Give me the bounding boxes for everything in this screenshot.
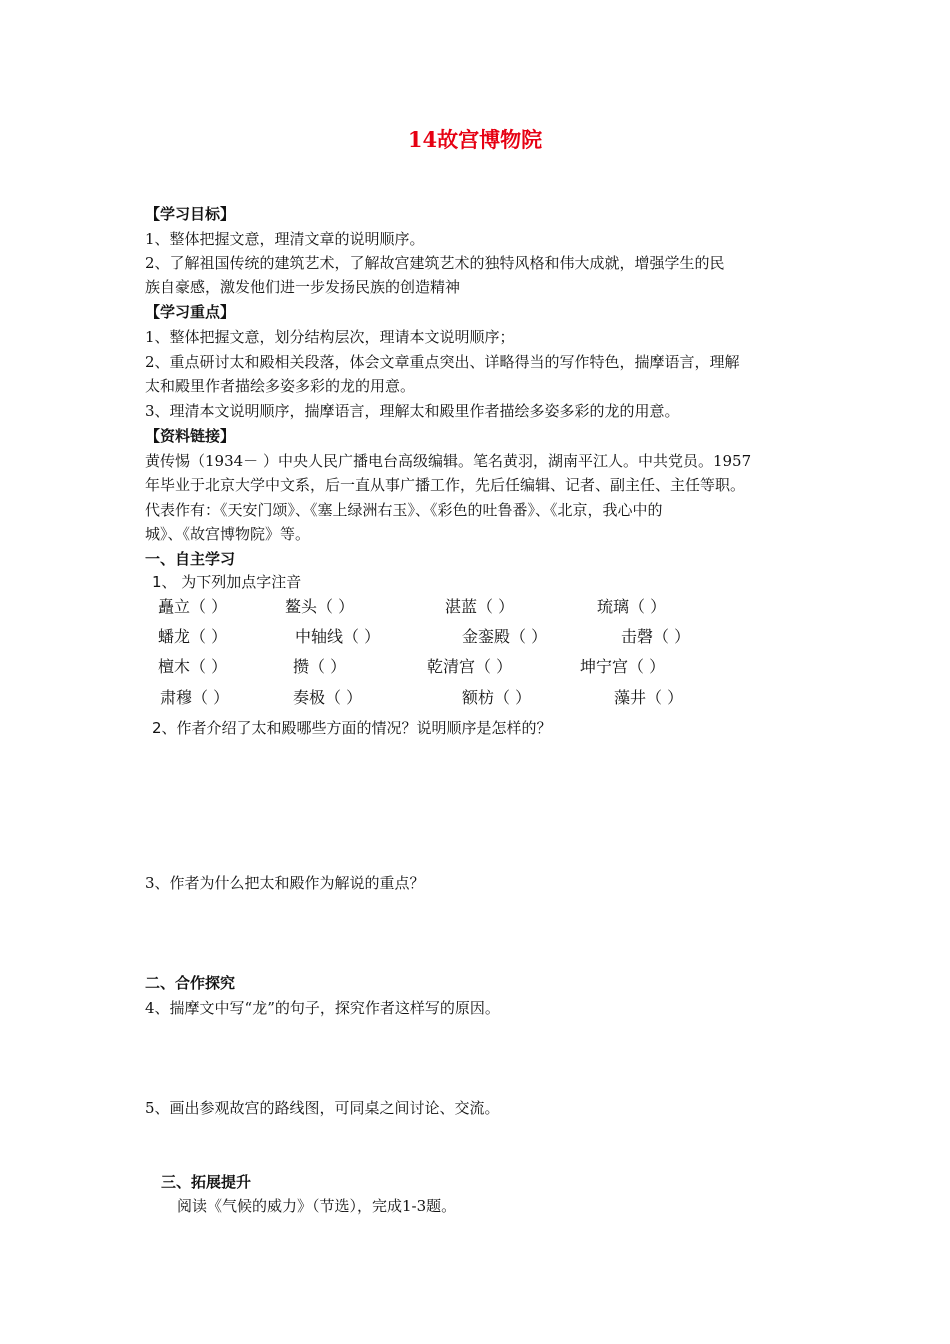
pinyin-item: 击磬（ ） bbox=[621, 627, 691, 646]
keypoint-line-2: 2、重点研讨太和殿相关段落，体会文章重点突出、详略得当的写作特色，揣摩语言，理解 bbox=[145, 353, 740, 371]
section1-heading: 一、自主学习 bbox=[145, 550, 236, 568]
pinyin-item: 攒（ ） bbox=[293, 657, 347, 676]
keypoint-line-1: 1、整体把握文意，划分结构层次，理请本文说明顺序； bbox=[145, 328, 515, 346]
section3-heading: 三、拓展提升 bbox=[161, 1173, 252, 1191]
pinyin-item: 湛蓝（ ） bbox=[445, 597, 515, 616]
pinyin-item: 中轴线（ ） bbox=[295, 627, 381, 646]
objective-line-2: 2、了解祖国传统的建筑艺术，了解故宫建筑艺术的独特风格和伟大成就，增强学生的民 bbox=[145, 254, 725, 272]
question-4: 4、揣摩文中写“龙”的句子，探究作者这样写的原因。 bbox=[145, 999, 500, 1017]
resource-line-1: 黄传惕（1934－ ）中央人民广播电台高级编辑。笔名黄羽，湖南平江人。中共党员。1957 bbox=[145, 452, 752, 470]
question-2: 2、作者介绍了太和殿哪些方面的情况？说明顺序是怎样的？ bbox=[152, 719, 552, 737]
resource-line-3: 代表作有：《天安门颂》、《塞上绿洲右玉》、《彩色的吐鲁番》、《北京，我心中的 bbox=[145, 501, 663, 519]
section3-text: 阅读《气候的威力》（节选），完成1-3题。 bbox=[177, 1197, 457, 1215]
objectives-heading: 【学习目标】 bbox=[145, 205, 236, 223]
resources-heading: 【资料链接】 bbox=[145, 427, 236, 445]
pinyin-item: 檀木（ ） bbox=[158, 657, 228, 676]
question-1: 1、 为下列加点字注音 bbox=[152, 573, 302, 591]
objective-line-3: 族自豪感，激发他们进一步发扬民族的创造精神 bbox=[145, 278, 461, 296]
pinyin-item: 藻井（ ） bbox=[614, 688, 684, 707]
question-3: 3、作者为什么把太和殿作为解说的重点？ bbox=[145, 874, 425, 892]
resource-line-2: 年毕业于北京大学中文系，后一直从事广播工作，先后任编辑、记者、副主任、主任等职。 bbox=[145, 476, 746, 494]
pinyin-item: 乾清宫（ ） bbox=[427, 657, 513, 676]
page-title: 14故宫博物院 bbox=[407, 127, 543, 152]
pinyin-item: 鳌头（ ） bbox=[285, 597, 355, 616]
pinyin-item: 坤宁宫（ ） bbox=[580, 657, 666, 676]
objective-line-1: 1、整体把握文意，理清文章的说明顺序。 bbox=[145, 230, 425, 248]
pinyin-item: 琉璃（ ） bbox=[597, 597, 667, 616]
keypoint-line-4: 3、理清本文说明顺序，揣摩语言，理解太和殿里作者描绘多姿多彩的龙的用意。 bbox=[145, 402, 680, 420]
pinyin-item: 金銮殿（ ） bbox=[462, 627, 548, 646]
pinyin-item: 奏极（ ） bbox=[293, 688, 363, 707]
pinyin-item: 矗立（ ） bbox=[158, 597, 228, 616]
pinyin-item: 肃穆（ ） bbox=[160, 688, 230, 707]
pinyin-item: 额枋（ ） bbox=[462, 688, 532, 707]
keypoint-line-3: 太和殿里作者描绘多姿多彩的龙的用意。 bbox=[145, 377, 416, 395]
resource-line-4: 城》、《故宫博物院》等。 bbox=[145, 525, 311, 543]
section2-heading: 二、合作探究 bbox=[145, 974, 236, 992]
keypoints-heading: 【学习重点】 bbox=[145, 303, 236, 321]
pinyin-item: 蟠龙（ ） bbox=[158, 627, 228, 646]
question-5: 5、画出参观故宫的路线图，可同桌之间讨论、交流。 bbox=[145, 1099, 500, 1117]
